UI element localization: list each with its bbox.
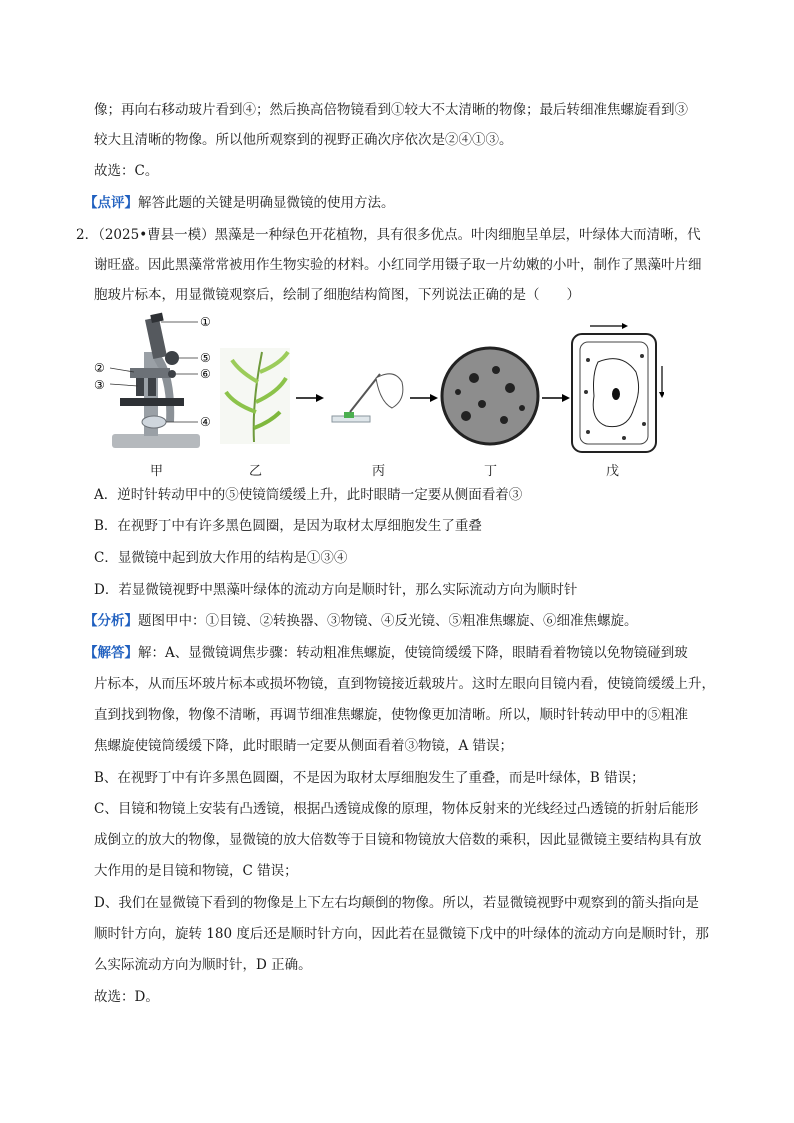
question-stem-line: 胞玻片标本，用显微镜观察后，绘制了细胞结构简图，下列说法正确的是（ ） xyxy=(94,287,580,303)
review-line xyxy=(84,193,395,213)
option-b: B．在视野丁中有许多黑色圆圈，是因为取材太厚细胞发生了重叠 xyxy=(94,518,482,534)
scope-label-3: ③ xyxy=(94,378,105,392)
answer-line: 成倒立的放大的物像，显微镜的放大倍数等于目镜和物镜放大倍数的乘积，因此显微镜主要结构具有放 xyxy=(94,832,702,848)
answer-line: 直到找到物像，物像不清晰，再调节细准焦螺旋，使物像更加清晰。所以，顺时针转动甲中的⑤粗准 xyxy=(94,707,688,723)
scope-label-6: ⑥ xyxy=(200,367,211,381)
question-stem-line: 谢旺盛。因此黑藻常常被用作生物实验的材料。小红同学用镊子取一片幼嫩的小叶，制作了黑藻叶片细 xyxy=(94,257,702,273)
scope-label-1: ① xyxy=(200,315,211,329)
answer-line: 顺时针方向，旋转 180 度后还是顺时针方向，因此若在显微镜下戊中的叶绿体的流动方向是顺时针，那 xyxy=(94,926,709,942)
question-stem-line xyxy=(76,225,701,245)
figure-label-bing: 丙 xyxy=(372,464,386,479)
review-text: 解答此题的关键是明确显微镜的使用方法。 xyxy=(138,195,395,211)
figure-label-wu: 戊 xyxy=(606,464,620,479)
figure-label-jia: 甲 xyxy=(150,464,164,479)
slide-preparation-drawing xyxy=(332,374,403,422)
analysis-line xyxy=(84,611,638,631)
answer-line: 么实际流动方向为顺时针，D 正确。 xyxy=(94,957,312,973)
figure-drawing xyxy=(94,312,664,478)
review-tag: 【点评】 xyxy=(84,195,138,211)
answer-tag: 【解答】 xyxy=(84,645,138,661)
question-stem-text: （2025•曹县一模）黑藻是一种绿色开花植物，具有很多优点。叶肉细胞呈单层，叶绿体大而清晰，代 xyxy=(98,227,701,243)
scope-label-5: ⑤ xyxy=(200,351,211,365)
question-number: 2． xyxy=(76,227,99,243)
analysis-tag: 【分析】 xyxy=(84,613,138,629)
answer-line: 大作用的是目镜和物镜，C 错误； xyxy=(94,863,298,879)
option-c: C．显微镜中起到放大作用的结构是①③④ xyxy=(94,550,348,566)
microscope-drawing xyxy=(110,313,200,448)
scope-label-4: ④ xyxy=(200,415,211,429)
answer-line xyxy=(84,643,688,663)
text-line: 较大且清晰的物像。所以他所观察到的视野正确次序依次是②④①③。 xyxy=(94,132,513,148)
answer-line: B、在视野丁中有许多黑色圆圈，不是因为取材太厚细胞发生了重叠，而是叶绿体，B 错误； xyxy=(94,770,645,786)
figure-label-yi: 乙 xyxy=(249,464,263,479)
plant-drawing xyxy=(220,348,290,444)
figure-label-ding: 丁 xyxy=(484,464,498,479)
answer-line: C、目镜和物镜上安装有凸透镜，根据凸透镜成像的原理，物体反射来的光线经过凸透镜的折射后能形 xyxy=(94,801,699,817)
text-line: 像；再向右移动玻片看到④；然后换高倍物镜看到①较大不太清晰的物像；最后转细准焦螺旋看到③ xyxy=(94,102,688,118)
option-d: D．若显微镜视野中黑藻叶绿体的流动方向是顺时针，那么实际流动方向为顺时针 xyxy=(94,582,578,598)
text-line: 故选：C。 xyxy=(94,163,159,179)
answer-line: D、我们在显微镜下看到的物像是上下左右均颠倒的物像。所以，若显微镜视野中观察到的箭头指向是 xyxy=(94,895,699,911)
answer-line: 焦螺旋使镜筒缓缓下降，此时眼睛一定要从侧面看着③物镜，A 错误； xyxy=(94,738,514,754)
scope-label-2: ② xyxy=(94,361,105,375)
option-a: A．逆时针转动甲中的⑤使镜筒缓缓上升，此时眼睛一定要从侧面看着③ xyxy=(94,487,523,503)
experiment-figure xyxy=(94,312,664,478)
answer-line: 片标本，从而压坏玻片标本或损坏物镜，直到物镜接近载玻片。这时左眼向目镜内看，使镜筒缓缓上升， xyxy=(94,676,715,692)
analysis-text: 题图甲中：①目镜、②转换器、③物镜、④反光镜、⑤粗准焦螺旋、⑥细准焦螺旋。 xyxy=(138,613,638,629)
field-of-view-drawing xyxy=(442,348,538,444)
conclusion-line: 故选：D。 xyxy=(94,989,159,1005)
cell-drawing xyxy=(572,323,664,452)
answer-text: 解：A、显微镜调焦步骤：转动粗准焦螺旋，使镜筒缓缓下降，眼睛看着物镜以免物镜碰到玻 xyxy=(138,645,688,661)
